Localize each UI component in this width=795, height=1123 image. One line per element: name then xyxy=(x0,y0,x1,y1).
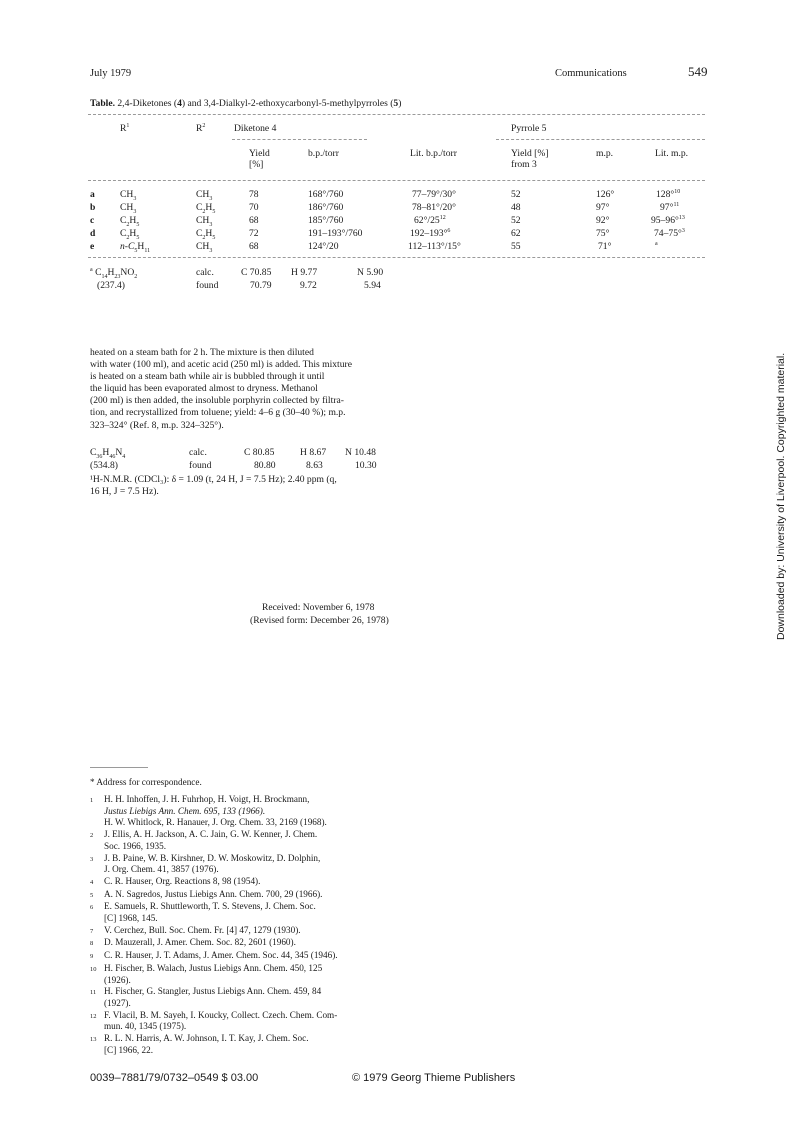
reference-item: 11 H. Fischer, G. Stangler, Justus Liebigs Ann. Chem. 459, 84 (1927). xyxy=(90,986,322,1008)
row-b-mp: 97° xyxy=(596,202,610,213)
row-b-r2: $C_2H_5$ xyxy=(196,202,216,215)
reference-item: 6 E. Samuels, R. Shuttleworth, T. S. Stevens, J. Chem. Soc. [C] 1968, 145. xyxy=(90,901,316,924)
table-footnote-found-label: found xyxy=(196,280,219,291)
analysis-calc-c: C 80.85 xyxy=(244,447,275,458)
row-d-bp: 191–193°/760 xyxy=(308,228,363,239)
running-header-date: July 1979 xyxy=(90,68,132,79)
caption-compound-4: 4 xyxy=(177,98,182,109)
nmr-data xyxy=(90,474,390,498)
footnote-separator xyxy=(90,767,148,768)
row-d-id: d xyxy=(90,228,96,239)
subheader-pyrrole-yield: Yield [%] from 3 xyxy=(511,148,549,170)
reference-item: 4 C. R. Hauser, Org. Reactions 8, 98 (1954). xyxy=(90,875,261,886)
row-e-lit-bp: 112–113°/15° xyxy=(408,241,461,252)
row-a-id: a xyxy=(90,189,95,200)
subheader-yield: Yield [%] xyxy=(249,148,270,170)
row-a-mp: 126° xyxy=(596,189,615,200)
row-d-r2: $C_2H_5$ xyxy=(196,228,216,241)
reference-item: 8 D. Mauzerall, J. Amer. Chem. Soc. 82, 2601 (1960). xyxy=(90,937,296,948)
row-c-lit-mp: 95–96°$^{13}$ xyxy=(651,214,685,226)
table-header-rule xyxy=(88,180,705,181)
paragraph-line: 323–324° (Ref. 8, m.p. 324–325°). xyxy=(90,419,224,431)
row-c-pyrrole-yield: 52 xyxy=(511,215,521,226)
row-c-r1: $C_2H_5$ xyxy=(120,215,140,228)
page-number: 549 xyxy=(688,64,708,79)
footer-copyright: © 1979 Georg Thieme Publishers xyxy=(352,1072,516,1084)
row-a-lit-mp: 128°$^{10}$ xyxy=(656,188,681,200)
row-e-id: e xyxy=(90,241,95,252)
table-footnote-found-h: 9.72 xyxy=(300,280,317,291)
paragraph-line: is heated on a steam bath while air is bubbled through it until xyxy=(90,371,325,383)
header-diketone: Diketone 4 xyxy=(234,123,277,134)
running-header-journal: Communications xyxy=(555,68,627,79)
header-r2: $R^2$ xyxy=(196,122,206,134)
row-e-r2: $CH_3$ xyxy=(196,241,213,254)
row-b-lit-mp: 97°$^{11}$ xyxy=(660,201,680,213)
reference-item: 13 R. L. N. Harris, A. W. Johnson, I. T. Kay, J. Chem. Soc. [C] 1966, 22. xyxy=(90,1033,309,1055)
table-footnote-found-n: 5.94 xyxy=(364,280,381,291)
footer-issn-code: 0039–7881/79/0732–0549 $ 03.00 xyxy=(90,1072,259,1084)
reference-item: 1 H. H. Inhoffen, J. H. Fuhrhop, H. Voigt, H. Brockmann, Justus Liebigs Ann. Chem. 695, 133 (1966). H. W. Whitlock, R. Hanauer, J. Org. Chem. 33, 2169 (1968). xyxy=(90,794,327,828)
nmr-line: ¹H-N.M.R. (CDCl₃): δ = 1.09 (t, 24 H, J = 7.5 Hz); 2.40 ppm (q, xyxy=(90,474,337,485)
paragraph-line: with water (100 ml), and acetic acid (250 ml) is added. This mixture xyxy=(90,359,352,371)
reference-item: 7 V. Cerchez, Bull. Soc. Chem. Fr. [4] 47, 1279 (1930). xyxy=(90,924,301,935)
caption-text-c: ) xyxy=(398,98,402,109)
caption-text-a: 2,4-Diketones ( xyxy=(114,98,178,109)
reference-item: 3 J. B. Paine, W. B. Kirshner, D. W. Moskowitz, D. Dolphin, J. Org. Chem. 41, 3857 (1976). xyxy=(90,852,321,875)
row-b-r1: $CH_3$ xyxy=(120,202,137,215)
row-e-r1: $n-C_5H_{11}$ xyxy=(120,241,151,254)
caption-text-b: ) and 3,4-Dialkyl-2-ethoxycarbonyl-5-methylpyrroles ( xyxy=(181,98,394,109)
reference-item: 2 J. Ellis, A. H. Jackson, A. C. Jain, G. W. Kenner, J. Chem. Soc. 1966, 1935. xyxy=(90,829,318,851)
experimental-paragraph xyxy=(90,347,390,432)
table-caption xyxy=(90,98,401,109)
row-d-mp: 75° xyxy=(596,228,610,239)
row-e-yield: 68 xyxy=(249,241,259,252)
row-c-r2: $CH_3$ xyxy=(196,215,213,228)
table-footnote-calc-c: C 70.85 xyxy=(241,267,272,278)
analysis-mw: (534.8) xyxy=(90,460,118,471)
row-b-lit-bp: 78–81°/20° xyxy=(412,202,456,213)
row-d-yield: 72 xyxy=(249,228,259,239)
row-b-yield: 70 xyxy=(249,202,259,213)
reference-item: 10 H. Fischer, B. Walach, Justus Liebigs Ann. Chem. 450, 125 (1926). xyxy=(90,962,323,985)
row-d-lit-mp: 74–75°$^3$ xyxy=(654,227,685,239)
reference-item: 5 A. N. Sagredos, Justus Liebigs Ann. Chem. 700, 29 (1966). xyxy=(90,888,323,899)
row-e-pyrrole-yield: 55 xyxy=(511,241,521,252)
paragraph-line: tion, and recrystallized from toluene; yield: 4–6 g (30–40 %); m.p. xyxy=(90,407,346,419)
analysis-formula: $C_{36}H_{46}N_4$ xyxy=(90,447,126,460)
table-bottom-rule xyxy=(88,257,705,258)
row-a-yield: 78 xyxy=(249,189,259,200)
row-d-pyrrole-yield: 62 xyxy=(511,228,521,239)
table-footnote-calc-h: H 9.77 xyxy=(291,267,318,278)
row-c-mp: 92° xyxy=(596,215,610,226)
analysis-found-n: 10.30 xyxy=(355,460,377,471)
address-correspondence: * Address for correspondence. xyxy=(90,777,202,787)
reference-list xyxy=(90,794,390,1056)
caption-compound-5: 5 xyxy=(393,98,399,109)
paragraph-line: the liquid has been evaporated almost to dryness. Methanol xyxy=(90,383,318,395)
row-a-bp: 168°/760 xyxy=(308,189,344,200)
received-date: Received: November 6, 1978 xyxy=(262,602,375,613)
row-c-yield: 68 xyxy=(249,215,259,226)
pyrrole-rule xyxy=(496,139,705,140)
row-c-id: c xyxy=(90,215,95,226)
analysis-found-c: 80.80 xyxy=(254,460,276,471)
row-e-bp: 124°/20 xyxy=(308,241,339,252)
row-c-lit-bp: $62^\circ/25^{12}$ xyxy=(414,214,446,226)
subheader-lit-mp: Lit. m.p. xyxy=(655,148,689,159)
table-footnote-calc-label: calc. xyxy=(196,267,214,278)
table-footnote-formula: $^a$ $C_{14}H_{23}NO_2$ xyxy=(90,266,138,280)
row-a-r1: $CH_3$ xyxy=(120,189,137,202)
table-footnote-mw: (237.4) xyxy=(97,280,125,291)
table-footnote-found-c: 70.79 xyxy=(250,280,272,291)
caption-label: Table. xyxy=(90,98,115,109)
subheader-bp: b.p./torr xyxy=(308,148,339,159)
revised-date: (Revised form: December 26, 1978) xyxy=(250,615,389,626)
diketone-rule xyxy=(232,139,367,140)
paragraph-line: (200 ml) is then added, the insoluble porphyrin collected by filtra- xyxy=(90,395,344,407)
analysis-calc-h: H 8.67 xyxy=(300,447,327,458)
row-a-r2: $CH_3$ xyxy=(196,189,213,202)
paragraph-line: heated on a steam bath for 2 h. The mixture is then diluted xyxy=(90,347,314,358)
row-b-pyrrole-yield: 48 xyxy=(511,202,521,213)
subheader-lit-bp: Lit. b.p./torr xyxy=(410,148,457,159)
reference-item: 9 C. R. Hauser, J. T. Adams, J. Amer. Chem. Soc. 44, 345 (1946). xyxy=(90,950,338,961)
analysis-found-label: found xyxy=(189,460,212,471)
analysis-found-h: 8.63 xyxy=(306,460,323,471)
row-e-mp: 71° xyxy=(598,241,612,252)
download-watermark: Downloaded by: University of Liverpool. Copyrighted material. xyxy=(775,352,787,640)
row-a-lit-bp: 77–79°/30° xyxy=(412,189,456,200)
row-d-lit-bp: 192–193°$^6$ xyxy=(410,227,451,239)
analysis-calc-n: N 10.48 xyxy=(345,447,376,458)
table-top-rule xyxy=(88,114,705,115)
header-r1: $R^1$ xyxy=(120,122,130,134)
reference-item: 12 F. Vlacil, B. M. Sayeh, I. Koucky, Collect. Czech. Chem. Com- mun. 40, 1345 (1975). xyxy=(90,1009,338,1032)
row-b-bp: 186°/760 xyxy=(308,202,344,213)
row-b-id: b xyxy=(90,202,96,213)
row-e-lit-mp-footnote-mark: a xyxy=(655,241,658,247)
subheader-mp: m.p. xyxy=(596,148,614,159)
nmr-line: 16 H, J = 7.5 Hz). xyxy=(90,486,159,498)
row-a-pyrrole-yield: 52 xyxy=(511,189,521,200)
row-c-bp: 185°/760 xyxy=(308,215,344,226)
header-pyrrole: Pyrrole 5 xyxy=(511,123,547,134)
table-footnote-calc-n: N 5.90 xyxy=(357,267,384,278)
row-d-r1: $C_2H_5$ xyxy=(120,228,140,241)
analysis-calc-label: calc. xyxy=(189,447,207,458)
